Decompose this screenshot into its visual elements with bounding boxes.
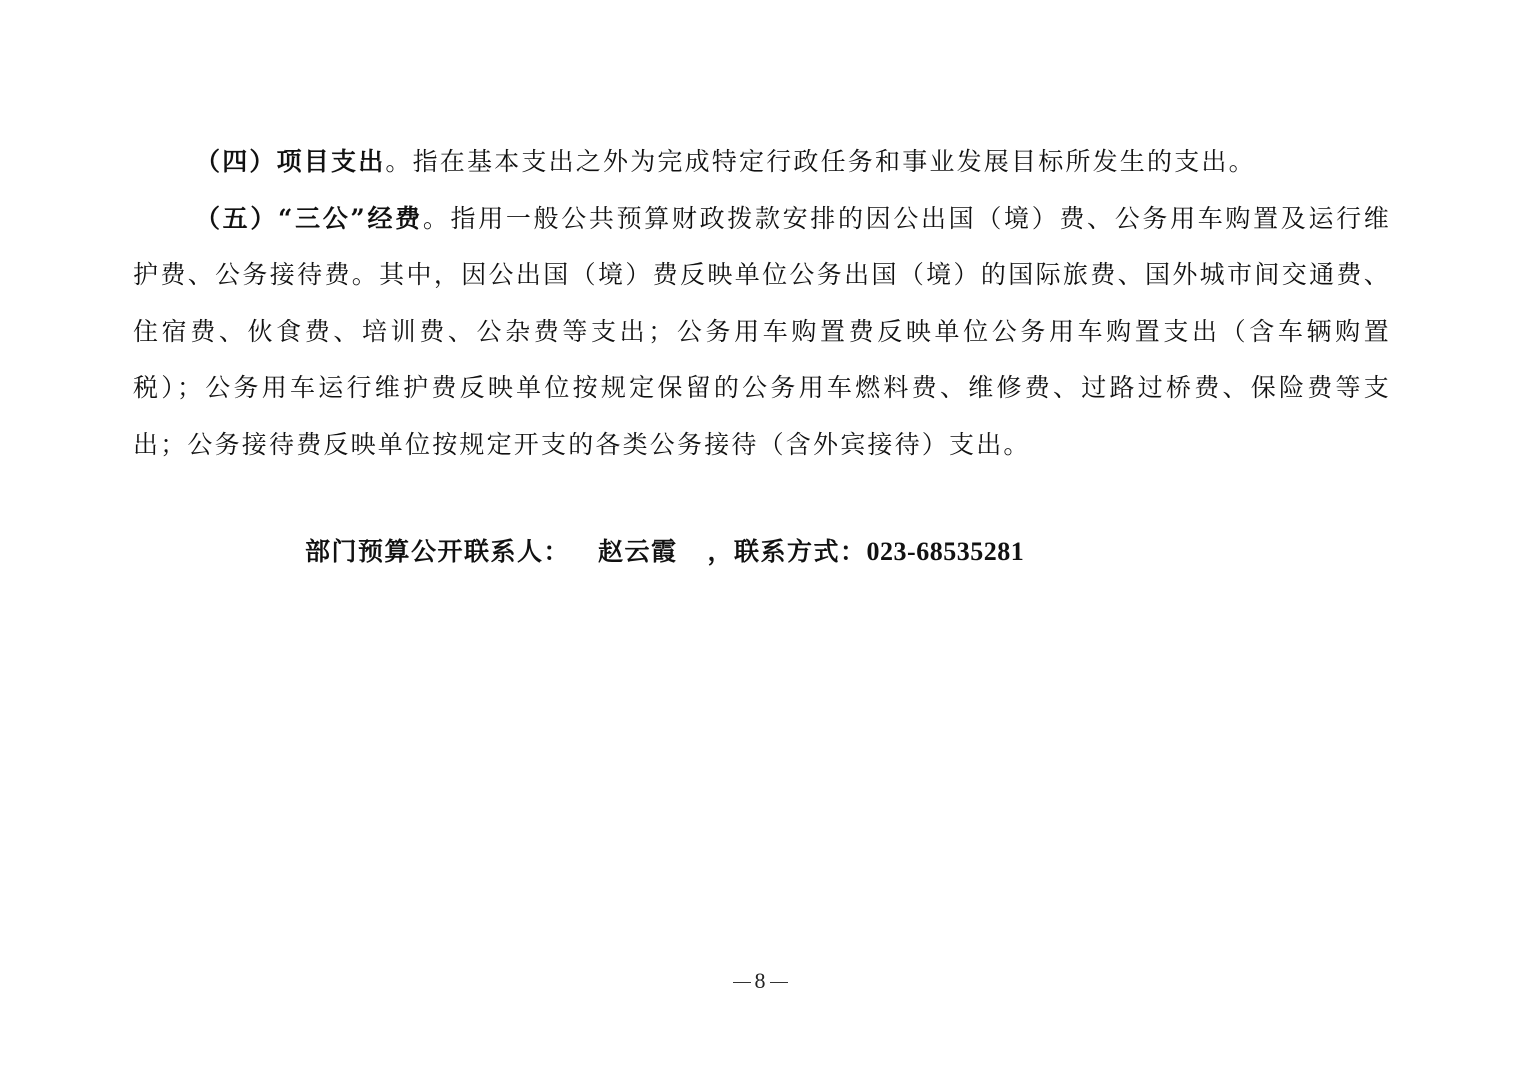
page-footer: [0, 966, 1520, 996]
contact-label: 部门预算公开联系人：: [305, 537, 571, 566]
page-number: 8: [754, 968, 766, 993]
body-text: [133, 134, 1391, 473]
paragraph-body: 。指在基本支出之外为完成特定行政任务和事业发展目标所发生的支出。: [385, 147, 1256, 176]
paragraph-heading: （四）项目支出: [195, 147, 386, 176]
footer-dash-right: [770, 982, 788, 983]
paragraph-heading: （五）“三公”经费: [195, 203, 423, 233]
contact-method-label: ，联系方式：: [707, 537, 867, 566]
contact-name: 赵云霞: [598, 537, 678, 566]
paragraph-three-public-expenses: [133, 191, 1391, 474]
footer-dash-left: [733, 982, 751, 983]
contact-line: [305, 532, 1024, 572]
paragraph-body: 。指用一般公共预算财政拨款安排的因公出国（境）费、公务用车购置及运行维护费、公务接待费。其中，因公出国（境）费反映单位公务出国（境）的国际旅费、国外城市间交通费、住宿费、伙食费、培训费、公杂费等支出；公务用车购置费反映单位公务用车购置支出（含车辆购置税）；公务用车运行维护费反映单位按规定保留的公务用车燃料费、维修费、过路过桥费、保险费等支出；公务接待费反映单位按规定开支的各类公务接待（含外宾接待）支出。: [133, 203, 1391, 459]
paragraph-project-expenditure: [133, 134, 1391, 191]
contact-phone: 023-68535281: [866, 537, 1025, 566]
